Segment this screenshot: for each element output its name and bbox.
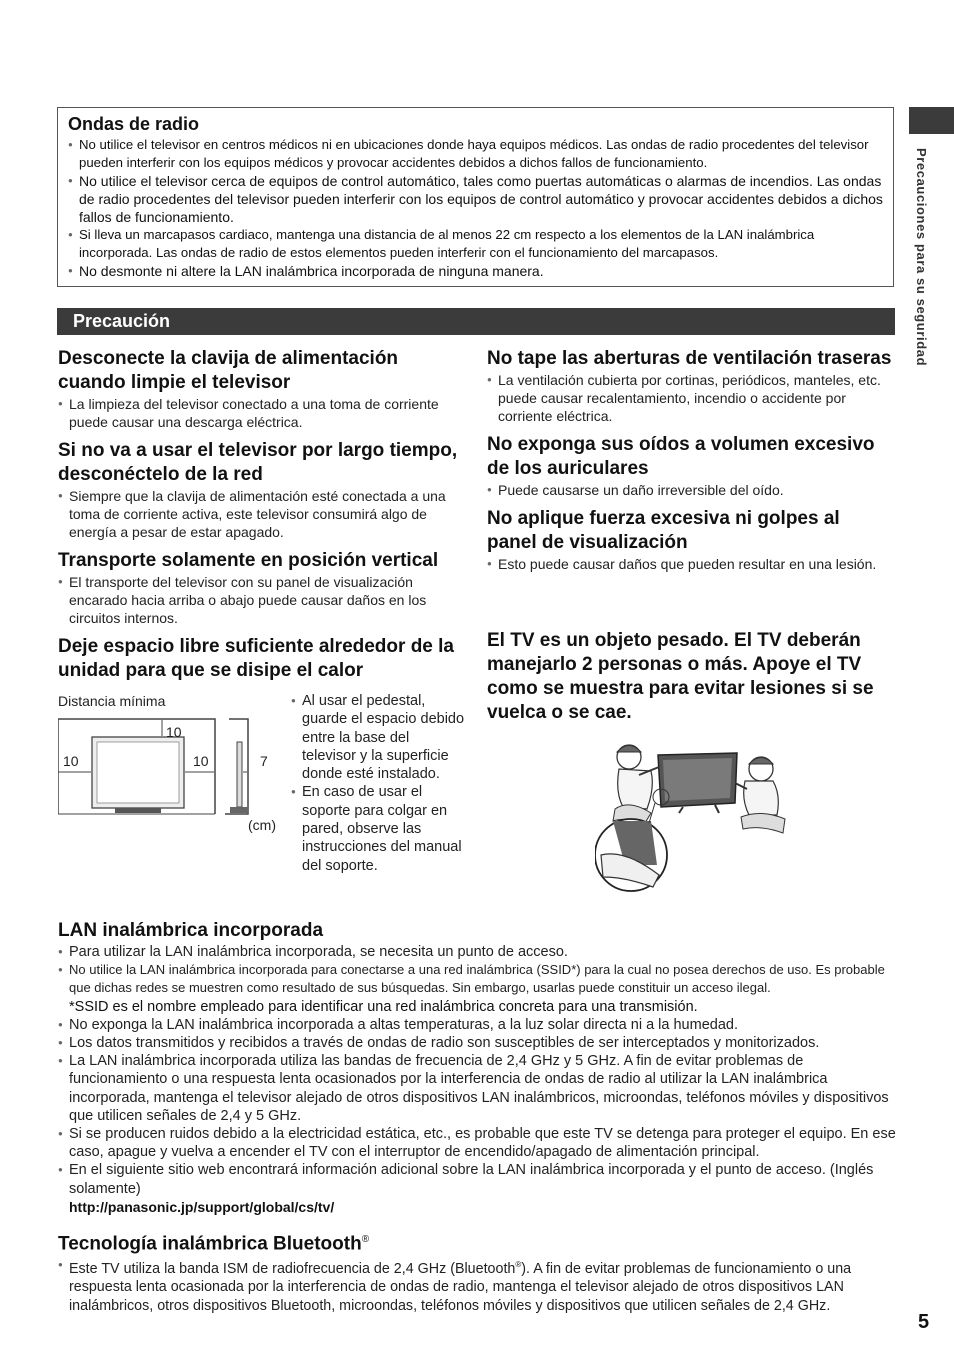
- list-item: ● Siempre que la clavija de alimentación esté conectada a una toma de corriente activa, este televisor consumirá algo de energía a pesar de estar apagado.: [58, 487, 468, 541]
- list-item: ● No utilice el televisor en centros médicos ni en ubicaciones donde haya equipos médicos. Las ondas de radio procedentes del televisor pueden interferir con los equipos médicos y provocar accidentes debidos a dichos fallos de funcionamiento.: [68, 136, 883, 172]
- heavy-tv-warning: El TV es un objeto pesado. El TV deberán manejarlo 2 personas o más. Apoye el TV como se muestra para evitar lesiones si se vuelca o se cae.: [487, 630, 874, 723]
- section-title: Desconecte la clavija de alimentación cuando limpie el televisor: [58, 348, 399, 393]
- list-item: ● En el siguiente sitio web encontrará información adicional sobre la LAN inalámbrica incorporada y el punto de acceso. (Inglés solamente): [58, 1161, 898, 1197]
- list-item: ● La LAN inalámbrica incorporada utiliza las bandas de frecuencia de 2,4 GHz y 5 GHz. A fin de evitar problemas de funcionamiento o una respuesta lenta ocasionados por la interferencia de ondas de radio al utilizar la LAN inalámbrica incorporada, mantenga el televisor alejado de otros dispositivos LAN inalámbricos, microondas, teléfonos móviles y dispositivos que utilicen señales de 2,4 y 5 GHz.: [58, 1052, 898, 1125]
- list-item: ● La ventilación cubierta por cortinas, periódicos, manteles, etc. puede causar recalentamiento, incendio o accidente por corriente eléctrica.: [487, 371, 892, 425]
- section-headphones: [487, 433, 892, 499]
- section-title: No tape las aberturas de ventilación traseras: [487, 348, 892, 369]
- precaution-header-bar: Precaución: [57, 308, 895, 335]
- clearance-top: 10: [166, 724, 182, 740]
- section-ventilation-space: [58, 635, 468, 683]
- list-item: ● No exponga la LAN inalámbrica incorporada a altas temperaturas, a la luz solar directa ni a la humedad.: [58, 1016, 898, 1034]
- section-transport: [58, 549, 468, 627]
- diagram-caption: Distancia mínima: [58, 693, 166, 709]
- list-item: ● Al usar el pedestal, guarde el espacio debido entre la base del televisor y la superficie donde esté instalado.: [291, 692, 466, 783]
- wireless-lan-section: [58, 919, 898, 1216]
- list-item: ● Para utilizar la LAN inalámbrica incorporada, se necesita un punto de acceso.: [58, 943, 898, 961]
- section-title: No exponga sus oídos a volumen excesivo de los auriculares: [487, 434, 875, 479]
- list-item: ● Esto puede causar daños que pueden resultar en una lesión.: [487, 555, 892, 573]
- clearance-side: 7: [260, 753, 268, 769]
- list-item: ● La limpieza del televisor conectado a una toma de corriente puede causar una descarga eléctrica.: [58, 395, 468, 431]
- side-section-label: Precauciones para su seguridad: [914, 148, 929, 367]
- right-column: [487, 347, 892, 581]
- radio-list: [68, 136, 883, 280]
- carry-illustration-icon: [595, 737, 795, 897]
- side-tab-marker: [909, 107, 954, 134]
- left-column: [58, 347, 468, 691]
- list-item: ● Puede causarse un daño irreversible del oído.: [487, 481, 892, 499]
- list-item: ● No utilice el televisor cerca de equipos de control automático, tales como puertas automáticas o alarmas de incendios. Las ondas de radio procedentes del televisor pueden interferir con los equipos de control automático y provocar accidentes debidos a dichos fallos de funcionamiento.: [68, 172, 883, 226]
- section-title: Transporte solamente en posición vertical: [58, 550, 439, 571]
- page-number: 5: [918, 1311, 930, 1333]
- section-disconnect: [58, 439, 468, 541]
- section-title: Si no va a usar el televisor por largo tiempo, desconéctelo de la red: [58, 440, 458, 485]
- list-item: ● El transporte del televisor con su panel de visualización encarado hacia arriba o abajo puede causar daños en los circuitos internos.: [58, 573, 468, 627]
- clearance-diagram: [58, 692, 288, 842]
- list-item: ● No desmonte ni altere la LAN inalámbrica incorporada de ninguna manera.: [68, 262, 883, 280]
- clearance-left: 10: [63, 753, 79, 769]
- clearance-unit: (cm): [248, 817, 276, 833]
- lan-list: [58, 943, 898, 998]
- radio-title: Ondas de radio: [68, 114, 200, 134]
- list-item: ● Este TV utiliza la banda ISM de radiofrecuencia de 2,4 GHz (Bluetooth®). A fin de evitar problemas de funcionamiento o una respuesta lenta ocasionada por la interferencia de ondas de radio, mantenga el televisor alejado de otros dispositivos LAN inalámbricos, otros dispositivos Bluetooth, microondas, teléfonos móviles y dispositivos que utilicen señales de 2,4 GHz.: [58, 1256, 898, 1314]
- section-title: Deje espacio libre suficiente alrededor de la unidad para que se disipe el calor: [58, 636, 454, 681]
- support-url: http://panasonic.jp/support/global/cs/tv/: [69, 1198, 335, 1215]
- stand-notes: [291, 692, 466, 875]
- section-panel-force: [487, 507, 892, 573]
- list-item: ● Los datos transmitidos y recibidos a través de ondas de radio son susceptibles de ser interceptados y monitorizados.: [58, 1034, 898, 1052]
- list-item: ● Si lleva un marcapasos cardiaco, mantenga una distancia de al menos 22 cm respecto a los elementos de la LAN inalámbrica incorporada. Las ondas de radio de estos elementos pueden interferir con el funcionamiento del marcapasos.: [68, 226, 883, 262]
- ssid-note: *SSID es el nombre empleado para identificar una red inalámbrica concreta para una transmisión.: [69, 998, 698, 1015]
- list-item: ● Si se producen ruidos debido a la electricidad estática, etc., es probable que este TV se detenga para proteger el equipo. En ese caso, apague y vuelva a encender el TV con el interruptor de encendido/apagado de alimentación principal.: [58, 1125, 898, 1161]
- lan-title: LAN inalámbrica incorporada: [58, 920, 324, 941]
- two-person-carry-illustration: [595, 737, 795, 897]
- radio-waves-box: [57, 107, 894, 287]
- clearance-right: 10: [193, 753, 209, 769]
- section-vents: [487, 347, 892, 425]
- list-item: ● No utilice la LAN inalámbrica incorporada para conectarse a una red inalámbrica (SSID*) para la cual no posea derechos de uso. Es probable que dichas redes se muestren como resultado de sus búsquedas. Sin embargo, usarlas puede constituir un acceso ilegal.: [58, 961, 898, 997]
- list-item: ● En caso de usar el soporte para colgar en pared, observe las instrucciones del manual del soporte.: [291, 783, 466, 874]
- section-title: No aplique fuerza excesiva ni golpes al panel de visualización: [487, 508, 840, 553]
- bluetooth-section: [58, 1228, 898, 1315]
- bluetooth-title: Tecnología inalámbrica Bluetooth®: [58, 1233, 370, 1255]
- section-unplug: [58, 347, 468, 431]
